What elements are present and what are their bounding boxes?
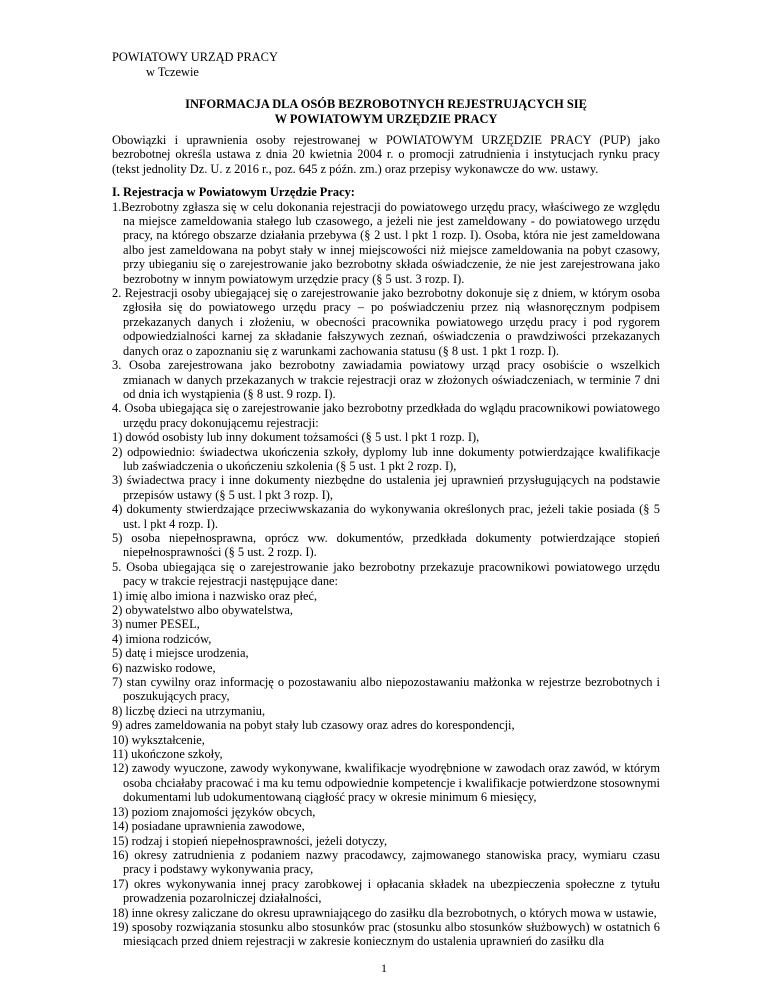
list-item: 6) nazwisko rodowe,	[112, 660, 216, 675]
office-city: w Tczewie	[146, 64, 199, 79]
list-item: 4. Osoba ubiegająca się o zarejestrowanie jako bezrobotny przedkłada do wglądu pracownikowi powiatowego urzędu pracy dokonującemu rejestracji:	[112, 401, 660, 430]
intro-paragraph: Obowiązki i uprawnienia osoby rejestrowanej w POWIATOWYM URZĘDZIE PRACY (PUP) jako bezrobotnej określa ustawa z dnia 20 kwietnia 2004 r. o promocji zatrudnienia i instytucjach rynku pracy (tekst jednolity Dz. U. z 2016 r., poz. 645 z późn. zm.) oraz przepisy wykonawcze do ww. ustawy.	[112, 133, 660, 176]
list-item: 4) imiona rodziców,	[112, 631, 212, 646]
list-item: 5. Osoba ubiegająca się o zarejestrowanie jako bezrobotny przekazuje pracownikowi powiatowego urzędu pacy w trakcie rejestracji następujące dane:	[112, 559, 660, 589]
list-item: 3. Osoba zarejestrowana jako bezrobotny zawiadamia powiatowy urząd pracy osobiście o wszelkich zmianach w danych przekazanych w trakcie rejestracji oraz w złożonych oświadczeniach, w terminie 7 dni od dnia ich wystąpienia (§ 8 ust. 9 rozp. I).	[112, 358, 660, 401]
page-number: 1	[381, 961, 387, 975]
list-item: 2) odpowiednio: świadectwa ukończenia szkoły, dyplomy lub inne dokumenty potwierdzające kwalifikacje lub zaświadczenia o ukończeniu szkolenia (§ 5 ust. 1 pkt 2 rozp. I),	[112, 444, 660, 473]
list-item: 2. Rejestracji osoby ubiegającej się o zarejestrowanie jako bezrobotny dokonuje się z dniem, w którym osoba zgłosiła się do powiatowego urzędu pracy – po poświadczeniu przez nią własnoręcznym podpisem przekazanych danych i złożeniu, w obecności pracownika powiatowego urzędu pracy i pod rygorem odpowiedzialności karnej za składanie fałszywych zeznań, oświadczenia o prawdziwości przekazanych danych oraz o zapoznaniu się z warunkami zachowania statusu (§ 8 ust. 1 pkt 1 rozp. I).	[112, 286, 660, 358]
list-item: 19) sposoby rozwiązania stosunku albo stosunków prac (stosunku albo stosunków służbowych) w ostatnich 6 miesiącach przed dniem rejestracji w zakresie koniecznym do ustalenia uprawnień do zasiłku dla	[112, 919, 660, 949]
list-item: 2) obywatelstwo albo obywatelstwa,	[112, 603, 294, 617]
office-name: POWIATOWY URZĄD PRACY	[112, 50, 278, 64]
list-item: 5) osoba niepełnosprawna, oprócz ww. dokumentów, przedkłada dokumenty potwierdzające stopień niepełnosprawności (§ 5 ust. 2 rozp. I).	[112, 530, 660, 560]
list-item: 16) okresy zatrudnienia z podaniem nazwy pracodawcy, zajmowanego stanowiska pracy, wymiaru czasu pracy i podstawy wykonywania pracy,	[112, 847, 660, 877]
office-header	[112, 50, 660, 79]
list-item: 5) datę i miejsce urodzenia,	[112, 646, 249, 661]
list-item: 13) poziom znajomości języków obcych,	[112, 804, 316, 819]
title-line-2: W POWIATOWYM URZĘDZIE PRACY	[274, 111, 498, 126]
section-heading: I. Rejestracja w Powiatowym Urzędzie Pracy:	[112, 185, 355, 200]
list-item: 7) stan cywilny oraz informację o pozostawaniu albo niepozostawaniu małżonka w rejestrze bezrobotnych i poszukujących pracy,	[112, 675, 660, 704]
list-item: 4) dokumenty stwierdzające przeciwwskazania do wykonywania określonych prac, jeżeli takie posiada (§ 5 ust. l pkt 4 rozp. I).	[112, 502, 660, 531]
list-item: 3) świadectwa pracy i inne dokumenty niezbędne do ustalenia jej uprawnień przysługujących na podstawie przepisów ustawy (§ 5 ust. l pkt 3 rozp. I),	[112, 473, 660, 502]
section-items	[112, 200, 660, 949]
list-item: 14) posiadane uprawnienia zawodowe,	[112, 819, 305, 834]
list-item: 8) liczbę dzieci na utrzymaniu,	[112, 703, 266, 718]
list-item: 3) numer PESEL,	[112, 617, 200, 632]
list-item: 15) rodzaj i stopień niepełnosprawności, jeżeli dotyczy,	[112, 833, 388, 848]
list-item: 11) ukończone szkoły,	[112, 747, 223, 762]
list-item: 17) okres wykonywania innej pracy zarobkowej i opłacania składek na ubezpieczenia społeczne z tytułu prowadzenia pozarolniczej działalności,	[112, 876, 660, 906]
list-item: 10) wykształcenie,	[112, 732, 205, 747]
document-page	[112, 50, 660, 949]
list-item: 1) dowód osobisty lub inny dokument tożsamości (§ 5 ust. l pkt 1 rozp. I),	[112, 430, 480, 445]
list-item: 18) inne okresy zaliczane do okresu uprawniającego do zasiłku dla bezrobotnych, o których mowa w ustawie,	[112, 905, 657, 920]
list-item: 1) imię albo imiona i nazwisko oraz płeć,	[112, 588, 318, 603]
document-title	[112, 97, 660, 126]
list-item: 9) adres zameldowania na pobyt stały lub czasowy oraz adres do korespondencji,	[112, 718, 515, 733]
title-line-1: INFORMACJA DLA OSÓB BEZROBOTNYCH REJESTRUJĄCYCH SIĘ	[185, 97, 587, 112]
list-item: 1.Bezrobotny zgłasza się w celu dokonania rejestracji do powiatowego urzędu pracy, właściwego ze względu na miejsce zameldowania stałego lub czasowego, a jeżeli nie jest zameldowany - do powiatowego urzędu pracy, na którego obszarze działania przebywa (§ 2 ust. l pkt 1 rozp. I). Osoba, która nie jest zameldowana albo jest zameldowana na pobyt stały w innej miejscowości niż miejsce zameldowania na pobyt czasowy, przy ubieganiu się o zarejestrowanie jako bezrobotny składa oświadczenie, że nie jest zarejestrowana jako bezrobotny w innym powiatowym urzędzie pracy (§ 5 ust. 3 rozp. I).	[112, 199, 660, 286]
list-item: 12) zawody wyuczone, zawody wykonywane, kwalifikacje wyodrębnione w zawodach oraz zawód, w którym osoba chciałaby pracować i ma ku temu odpowiednie kompetencje i kwalifikacje potwierdzone stosownymi dokumentami lub udokumentowaną ciągłość pracy w okresie minimum 6 miesięcy,	[112, 761, 660, 805]
